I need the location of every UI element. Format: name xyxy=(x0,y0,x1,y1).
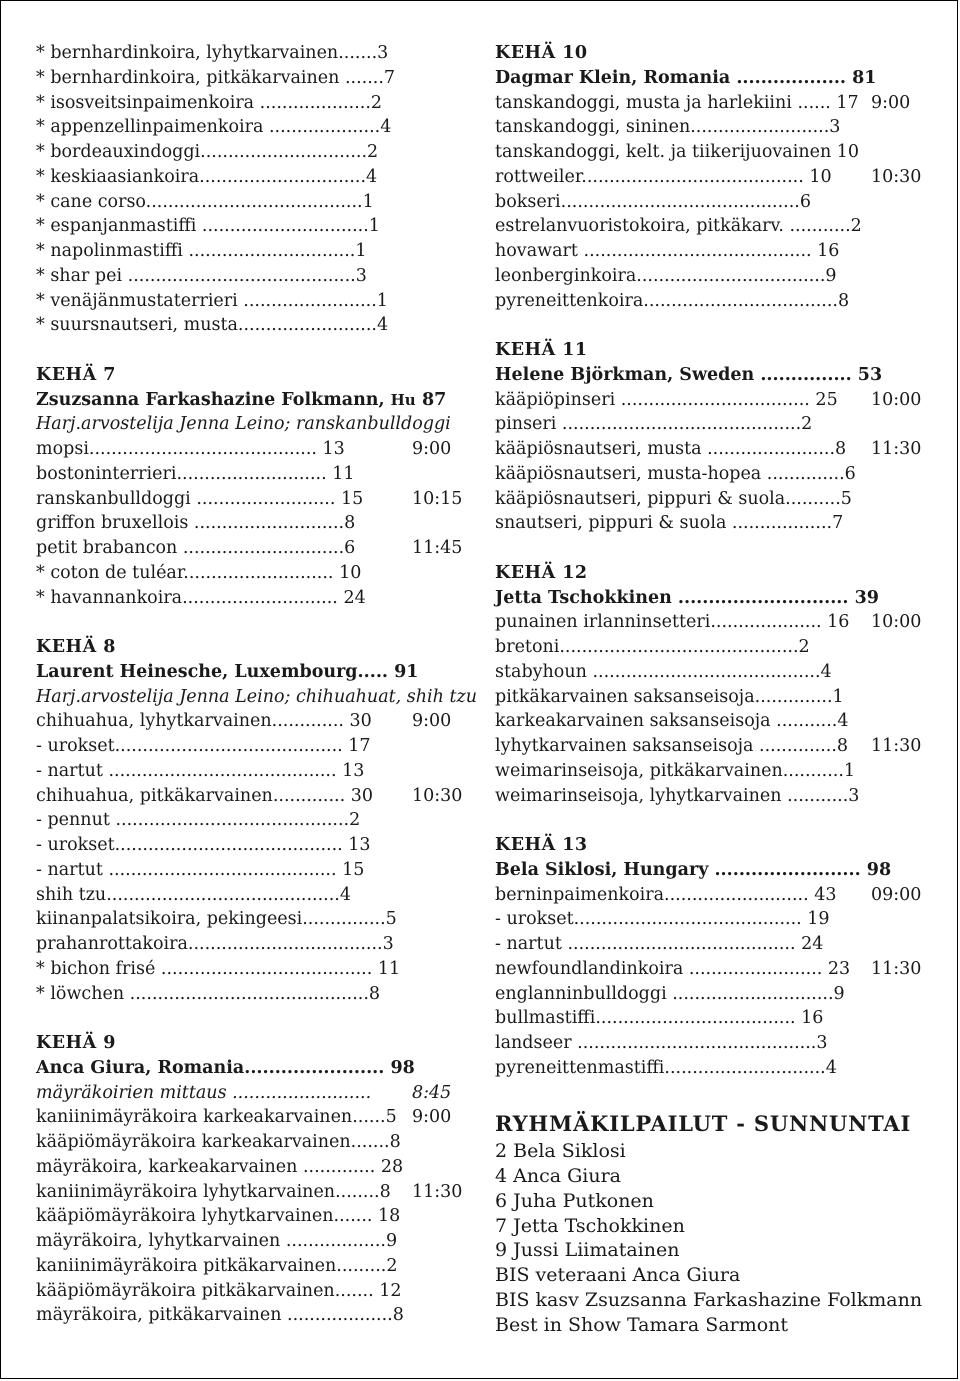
breed-entry: chihuahua, pitkäkarvainen............. 30 xyxy=(36,785,373,806)
judging-time: 8:45 xyxy=(412,1082,452,1103)
group-result: 4 Anca Giura xyxy=(495,1165,621,1187)
breed-entry: tanskandoggi, kelt. ja tiikerijuovainen 10 xyxy=(495,142,860,162)
entry-row xyxy=(36,264,466,289)
breed-entry: - nartut ......................................... 15 xyxy=(36,859,365,880)
breed-entry: shih tzu..........................................4 xyxy=(36,884,351,905)
breed-entry: mäyräkoira, pitkäkarvainen ...................8 xyxy=(36,1305,404,1326)
breed-entry: weimarinseisoja, lyhytkarvainen ...........3 xyxy=(495,785,860,806)
spacer xyxy=(36,1006,466,1031)
breed-entry: landseer ...........................................3 xyxy=(495,1033,828,1053)
group-result: 2 Bela Siklosi xyxy=(495,1140,626,1163)
entry-row xyxy=(36,1303,466,1328)
breed-entry: karkeakarvainen saksanseisoja ...........4 xyxy=(495,711,849,732)
breed-entry: - nartut ......................................... 13 xyxy=(36,760,365,781)
entry-row xyxy=(36,586,466,611)
entry-row xyxy=(495,709,925,734)
judging-time: 10:00 xyxy=(871,612,922,633)
judge-name: Dagmar Klein, Romania .................. 81 xyxy=(495,67,877,88)
judge-line-wrap xyxy=(36,388,416,413)
breed-entry: * bichon frisé ...................................... 11 xyxy=(36,958,401,979)
spacer xyxy=(36,610,466,635)
entry-row xyxy=(495,487,925,512)
judging-time: 10:30 xyxy=(412,785,463,806)
breed-entry: leonberginkoira..................................9 xyxy=(495,265,837,286)
entry-row xyxy=(36,1130,466,1155)
entry-row xyxy=(495,388,925,413)
entry-row xyxy=(36,140,466,165)
breed-entry: ranskanbulldoggi ......................... 15 xyxy=(36,488,364,509)
judging-time: 10:00 xyxy=(871,389,922,410)
breed-entry: * löwchen ...........................................8 xyxy=(36,983,381,1004)
breed-entry: - urokset......................................... 19 xyxy=(495,909,830,930)
ring-title: KEHÄ 8 xyxy=(36,637,116,657)
entry-row xyxy=(495,932,925,957)
entry-row xyxy=(36,165,466,190)
group-result: 6 Juha Putkonen xyxy=(495,1189,654,1212)
ring-title: KEHÄ 13 xyxy=(495,835,588,855)
entry-row xyxy=(36,1204,466,1229)
group-result-row xyxy=(495,1263,925,1288)
entry-row xyxy=(36,66,466,91)
entry-row xyxy=(36,214,466,239)
breed-entry: englanninbulldoggi .............................9 xyxy=(495,983,845,1004)
judging-time: 09:00 xyxy=(871,884,922,905)
judging-time: 11:30 xyxy=(871,958,922,979)
breed-entry: * suursnautseri, musta.........................4 xyxy=(36,315,389,336)
breed-entry: newfoundlandinkoira ........................ 23 xyxy=(495,958,851,979)
judge-line xyxy=(495,66,925,91)
group-result-row xyxy=(495,1189,925,1214)
group-result-row xyxy=(495,1164,925,1189)
entry-row xyxy=(36,957,466,982)
entry-row xyxy=(495,1031,925,1056)
ring-title: KEHÄ 9 xyxy=(36,1033,116,1053)
entry-row xyxy=(36,1105,466,1130)
breed-entry: kääpiömäyräkoira karkeakarvainen.......8 xyxy=(36,1132,401,1152)
group-result-row xyxy=(495,1313,925,1338)
breed-entry: * venäjänmustaterrieri ........................1 xyxy=(36,290,388,311)
entry-row xyxy=(495,239,925,264)
judge-country: Hu xyxy=(390,390,416,409)
breed-entry: kaniinimäyräkoira pitkäkarvainen.........2 xyxy=(36,1255,398,1276)
breed-entry: kääpiösnautseri, musta-hopea ..............6 xyxy=(495,463,856,484)
group-result: BIS kasv Zsuzsanna Farkashazine Folkmann xyxy=(495,1288,923,1311)
entry-row xyxy=(36,759,466,784)
judging-time: 10:30 xyxy=(871,166,922,187)
breed-entry: hovawart ......................................... 16 xyxy=(495,241,840,261)
ring-heading xyxy=(495,338,925,363)
breed-entry: mäyräkoirien mittaus ......................... xyxy=(36,1082,372,1103)
judge-line xyxy=(36,1056,466,1081)
assistant-judge: Harj.arvostelija Jenna Leino; ranskanbulldoggi xyxy=(36,414,451,435)
breed-entry: kääpiösnautseri, pippuri & suola..........5 xyxy=(495,488,852,509)
entry-row xyxy=(36,190,466,215)
entry-row xyxy=(495,635,925,660)
entry-row xyxy=(36,858,466,883)
ring-heading xyxy=(495,833,925,858)
spacer xyxy=(36,338,466,363)
right-column xyxy=(495,41,925,1337)
breed-entry: kiinanpalatsikoira, pekingeesi...............5 xyxy=(36,909,397,930)
entry-row xyxy=(36,709,466,734)
breed-entry: - nartut ......................................... 24 xyxy=(495,934,824,954)
breed-entry: stabyhoun .........................................4 xyxy=(495,661,832,682)
entry-row xyxy=(495,165,925,190)
judging-time: 11:45 xyxy=(412,538,463,558)
breed-entry: estrelanvuoristokoira, pitkäkarv. ...........2 xyxy=(495,216,862,237)
entry-row xyxy=(36,91,466,116)
entry-row xyxy=(495,412,925,437)
entry-row xyxy=(495,660,925,685)
breed-entry: petit brabancon .............................6 xyxy=(36,538,356,558)
ring-heading xyxy=(36,1031,466,1056)
breed-entry: prahanrottakoira...................................3 xyxy=(36,934,394,954)
breed-entry: berninpaimenkoira.......................... 43 xyxy=(495,884,837,905)
entry-row xyxy=(36,784,466,809)
breed-entry: * napolinmastiffi ..............................1 xyxy=(36,241,367,261)
judging-time: 11:30 xyxy=(871,736,922,756)
entry-row xyxy=(495,685,925,710)
entry-row xyxy=(36,437,466,462)
group-result: 7 Jetta Tschokkinen xyxy=(495,1214,685,1237)
group-competition-heading: RYHMÄKILPAILUT - SUNNUNTAI xyxy=(495,1111,912,1137)
breed-entry: bretoni...........................................2 xyxy=(495,637,810,657)
judge-name: Laurent Heinesche, Luxembourg..... 91 xyxy=(36,661,419,682)
judge-count: 87 xyxy=(422,389,447,410)
entry-row xyxy=(495,957,925,982)
group-result-row xyxy=(495,1214,925,1239)
entry-row xyxy=(36,932,466,957)
entry-row xyxy=(495,610,925,635)
breed-entry: mäyräkoira, lyhytkarvainen ..................9 xyxy=(36,1231,398,1251)
entry-row xyxy=(36,1254,466,1279)
ring-title: KEHÄ 10 xyxy=(495,43,588,63)
assistant-judge-line xyxy=(36,685,477,710)
breed-entry: * appenzellinpaimenkoira ....................4 xyxy=(36,117,392,138)
judge-line xyxy=(495,858,925,883)
assistant-judge-line xyxy=(36,412,466,437)
entry-row xyxy=(36,808,466,833)
breed-entry: * havannankoira............................ 24 xyxy=(36,587,366,608)
breed-entry: pyreneittenkoira...................................8 xyxy=(495,290,850,311)
entry-row xyxy=(495,982,925,1007)
breed-entry: - urokset......................................... 13 xyxy=(36,835,371,855)
entry-row xyxy=(495,140,925,165)
spacer xyxy=(495,536,925,561)
spacer xyxy=(495,313,925,338)
assistant-judge: Harj.arvostelija Jenna Leino; chihuahuat, shih tzu xyxy=(36,686,477,707)
breed-entry: lyhytkarvainen saksanseisoja ..............8 xyxy=(495,736,849,756)
entry-row xyxy=(495,784,925,809)
entry-row xyxy=(495,883,925,908)
judge-name: Zsuzsanna Farkashazine Folkmann, xyxy=(36,389,385,410)
ring-title: KEHÄ 11 xyxy=(495,340,588,360)
judging-time: 10:15 xyxy=(412,488,463,509)
entry-row xyxy=(495,462,925,487)
judge-line xyxy=(495,363,925,388)
entry-row xyxy=(36,907,466,932)
breed-entry: snautseri, pippuri & suola ..................7 xyxy=(495,513,844,534)
breed-entry: * keskiaasiankoira..............................4 xyxy=(36,166,378,187)
entry-row xyxy=(36,313,466,338)
ring-heading xyxy=(495,561,925,586)
breed-entry: pyreneittenmastiffi.............................4 xyxy=(495,1057,837,1078)
judging-time: 9:00 xyxy=(412,1107,452,1128)
entry-row xyxy=(495,115,925,140)
entry-row xyxy=(36,289,466,314)
breed-entry: kaniinimäyräkoira lyhytkarvainen........8 xyxy=(36,1181,391,1202)
entry-row xyxy=(36,883,466,908)
entry-row xyxy=(36,1279,466,1304)
breed-entry: rottweiler........................................ 10 xyxy=(495,166,832,187)
ring-heading xyxy=(36,635,466,660)
breed-entry: * espanjanmastiffi ..............................1 xyxy=(36,216,380,237)
breed-entry: mopsi......................................... 13 xyxy=(36,439,345,459)
ring-heading xyxy=(495,41,925,66)
breed-entry: bokseri...........................................6 xyxy=(495,191,811,212)
entry-row xyxy=(36,462,466,487)
entry-row xyxy=(36,1155,466,1180)
judging-time: 11:30 xyxy=(412,1181,463,1202)
entry-row xyxy=(36,41,466,66)
entry-row xyxy=(36,1229,466,1254)
entry-row xyxy=(36,1081,466,1106)
group-result: BIS veteraani Anca Giura xyxy=(495,1264,741,1286)
group-result-row xyxy=(495,1288,925,1313)
breed-entry: bostoninterrieri........................... 11 xyxy=(36,463,355,484)
ring-title: KEHÄ 7 xyxy=(36,364,116,385)
breed-entry: * shar pei .........................................3 xyxy=(36,265,367,286)
entry-row xyxy=(36,734,466,759)
entry-row xyxy=(36,536,466,561)
entry-row xyxy=(495,1056,925,1081)
entry-row xyxy=(495,91,925,116)
judge-line xyxy=(36,660,466,685)
entry-row xyxy=(495,264,925,289)
breed-entry: chihuahua, lyhytkarvainen............. 30 xyxy=(36,711,372,732)
breed-entry: - urokset......................................... 17 xyxy=(36,736,371,756)
breed-entry: tanskandoggi, sininen.........................3 xyxy=(495,117,841,138)
entry-row xyxy=(495,907,925,932)
breed-entry: tanskandoggi, musta ja harlekiini ...... 17 xyxy=(495,92,859,113)
group-result-row xyxy=(495,1139,925,1164)
spacer xyxy=(495,808,925,833)
breed-entry: weimarinseisoja, pitkäkarvainen...........1 xyxy=(495,760,856,781)
entry-row xyxy=(495,437,925,462)
entry-row xyxy=(36,115,466,140)
breed-entry: * coton de tuléar........................... 10 xyxy=(36,562,362,583)
judge-name: Jetta Tschokkinen ............................ 39 xyxy=(495,587,879,608)
entry-row xyxy=(36,487,466,512)
entry-row xyxy=(36,239,466,264)
entry-row xyxy=(495,734,925,759)
entry-row xyxy=(495,190,925,215)
entry-row xyxy=(495,214,925,239)
breed-entry: kaniinimäyräkoira karkeakarvainen......5 xyxy=(36,1107,397,1128)
entry-row xyxy=(36,1180,466,1205)
breed-entry: kääpiömäyräkoira lyhytkarvainen....... 18 xyxy=(36,1206,401,1227)
breed-entry: * cane corso.......................................1 xyxy=(36,191,374,212)
breed-entry: * isosveitsinpaimenkoira ....................2 xyxy=(36,92,383,113)
entry-row xyxy=(36,982,466,1007)
judging-time: 11:30 xyxy=(871,439,922,459)
entry-row xyxy=(36,511,466,536)
breed-entry: * bernhardinkoira, pitkäkarvainen .......7 xyxy=(36,67,396,88)
breed-entry: mäyräkoira, karkeakarvainen ............. 28 xyxy=(36,1156,404,1177)
judge-line xyxy=(495,586,925,611)
entry-row xyxy=(495,289,925,314)
spacer xyxy=(495,1081,925,1106)
breed-entry: kääpiömäyräkoira pitkäkarvainen....... 12 xyxy=(36,1280,402,1301)
group-result-row xyxy=(495,1238,925,1263)
breed-entry: kääpiösnautseri, musta .......................8 xyxy=(495,439,847,459)
breed-entry: * bernhardinkoira, lyhytkarvainen.......3 xyxy=(36,43,389,63)
entry-row xyxy=(36,833,466,858)
ring-title: KEHÄ 12 xyxy=(495,562,588,583)
judge-line xyxy=(36,388,466,413)
judging-time: 9:00 xyxy=(412,439,452,459)
entry-row xyxy=(495,759,925,784)
breed-entry: * bordeauxindoggi..............................2 xyxy=(36,142,379,162)
judging-time: 9:00 xyxy=(412,711,452,732)
judging-time: 9:00 xyxy=(871,92,911,113)
breed-entry: pinseri ...........................................2 xyxy=(495,414,813,435)
ring-heading xyxy=(36,363,466,388)
breed-entry: bullmastiffi.................................... 16 xyxy=(495,1008,824,1029)
left-column xyxy=(36,41,477,1328)
breed-entry: - pennut ..........................................2 xyxy=(36,810,361,831)
group-result: Best in Show Tamara Sarmont xyxy=(495,1313,789,1336)
entry-row xyxy=(36,561,466,586)
breed-entry: griffon bruxellois ...........................8 xyxy=(36,513,356,534)
entry-row xyxy=(495,1006,925,1031)
judge-name: Bela Siklosi, Hungary ........................ 98 xyxy=(495,859,892,880)
group-result: 9 Jussi Liimatainen xyxy=(495,1239,680,1262)
breed-entry: kääpiöpinseri .................................. 25 xyxy=(495,389,838,410)
breed-entry: punainen irlanninsetteri.................... 16 xyxy=(495,612,850,633)
judge-name: Anca Giura, Romania....................... 98 xyxy=(36,1057,415,1078)
judge-name: Helene Björkman, Sweden ............... 53 xyxy=(495,364,883,385)
breed-entry: pitkäkarvainen saksanseisoja..............1 xyxy=(495,686,844,707)
entry-row xyxy=(495,511,925,536)
